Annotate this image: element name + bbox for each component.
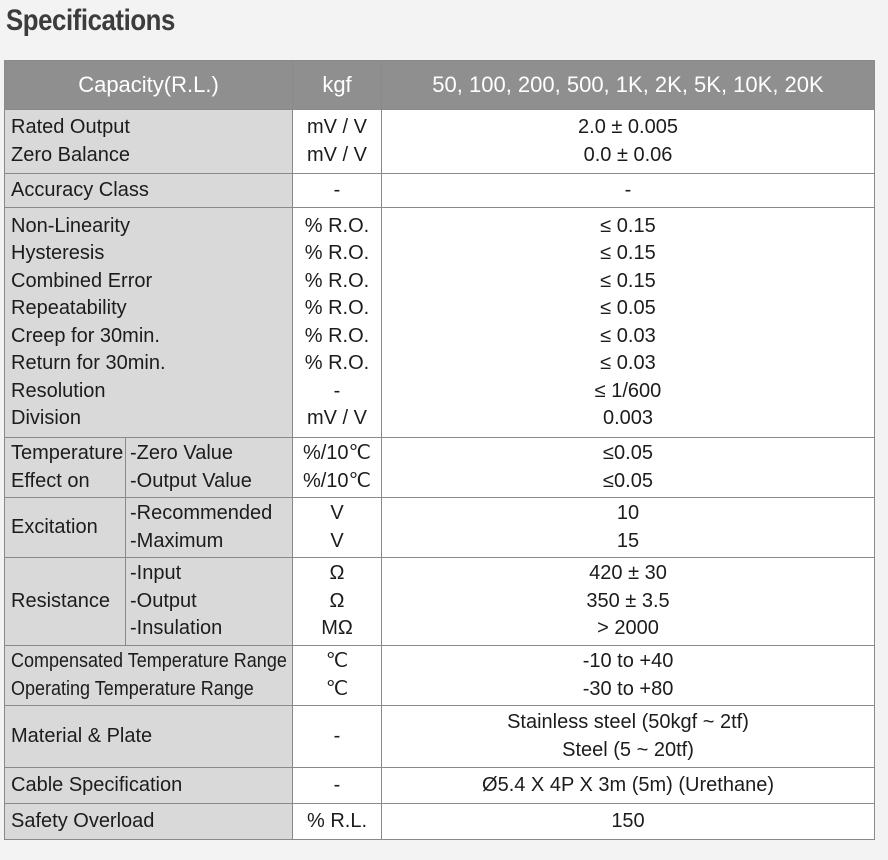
value-insulation: > 2000 [597,617,659,640]
unit-combined-error: % R.O. [304,269,370,292]
resistance-subs [126,558,293,646]
value-hysteresis: ≤ 0.15 [600,242,656,264]
label-cable: Cable Specification [5,768,293,804]
value-rated-output: 2.0 ± 0.005 [578,116,678,138]
unit-repeatability: % R.O. [304,297,370,319]
label-material: Material & Plate [5,706,293,768]
linearity-values [382,208,875,438]
unit-rated-output: mV / V [306,116,367,138]
label-combined-error: Combined Error [11,269,153,292]
temperature-values [382,438,875,498]
unit-output: Ω [329,589,345,612]
unit-operating-range: ℃ [325,677,349,700]
label-hysteresis: Hysteresis [11,242,105,264]
unit-resolution: - [333,379,341,402]
label-resolution: Resolution [11,379,106,402]
value-combined-error: ≤ 0.15 [600,269,656,292]
linearity-labels [5,208,293,438]
value-material-steel: Steel (5 ~ 20tf) [562,738,694,761]
unit-recommended: V [330,502,344,524]
header-capacity: Capacity(R.L.) [5,61,293,110]
row-temperature-range [5,646,875,706]
row-excitation [5,498,875,558]
value-return: ≤ 0.03 [600,352,656,374]
label-division: Division [11,407,82,429]
value-recommended: 10 [616,502,640,524]
excitation-units [293,498,382,558]
label-resistance: Resistance [5,558,126,646]
unit-zero-balance: mV / V [306,143,367,166]
sub-insulation: -Insulation [130,617,223,640]
row-temperature-effect [5,438,875,498]
unit-output-value: %/10℃ [302,469,372,492]
temp-range-values [382,646,875,706]
row-output [5,110,875,174]
label-zero-balance: Zero Balance [11,143,130,166]
label-effect-on: Effect on [11,469,90,492]
header-row [5,61,875,110]
sub-recommended: -Recommended [130,502,273,524]
value-compensated-range: -10 to +40 [582,650,674,672]
sub-input: -Input [130,562,182,585]
temp-range-labels [5,646,293,706]
label-temperature: Temperature [11,442,124,464]
row-accuracy [5,174,875,208]
sub-zero-value: -Zero Value [130,442,234,464]
label-accuracy-class: Accuracy Class [5,174,293,208]
label-non-linearity: Non-Linearity [11,214,130,237]
value-repeatability: ≤ 0.05 [600,297,656,319]
value-operating-range: -30 to +80 [582,677,674,700]
unit-accuracy-class: - [293,174,382,208]
resistance-units [293,558,382,646]
value-accuracy-class: - [382,174,875,208]
unit-return: % R.O. [304,352,370,374]
material-values [382,706,875,768]
excitation-subs [126,498,293,558]
unit-division: mV / V [306,407,367,429]
temperature-subs [126,438,293,498]
value-creep: ≤ 0.03 [600,324,656,347]
unit-insulation: MΩ [321,617,353,640]
header-unit: kgf [293,61,382,110]
label-rated-output: Rated Output [11,116,130,138]
unit-maximum: V [330,529,344,552]
output-labels [5,110,293,174]
row-material [5,706,875,768]
label-repeatability: Repeatability [11,297,127,319]
value-cable: Ø5.4 X 4P X 3m (5m) (Urethane) [382,768,875,804]
value-overload: 150 [382,804,875,840]
resistance-values [382,558,875,646]
unit-cable: - [293,768,382,804]
row-overload [5,804,875,840]
unit-non-linearity: % R.O. [304,214,370,237]
value-output-value: ≤0.05 [603,469,653,492]
excitation-values [382,498,875,558]
value-zero-balance: 0.0 ± 0.06 [583,143,673,166]
label-overload: Safety Overload [5,804,293,840]
value-non-linearity: ≤ 0.15 [600,214,656,237]
value-division: 0.003 [602,407,654,429]
sub-maximum: -Maximum [130,529,224,552]
specifications-table [4,60,875,840]
value-zero-value: ≤0.05 [603,442,653,464]
sub-output: -Output [130,589,197,612]
unit-hysteresis: % R.O. [304,242,370,264]
value-input: 420 ± 30 [589,562,667,585]
label-operating-range: Operating Temperature Range [11,677,254,700]
label-compensated-range: Compensated Temperature Range [11,650,287,672]
header-capacities: 50, 100, 200, 500, 1K, 2K, 5K, 10K, 20K [382,61,875,110]
output-values [382,110,875,174]
temperature-labels [5,438,126,498]
value-resolution: ≤ 1/600 [594,379,662,402]
unit-material: - [293,706,382,768]
linearity-units [293,208,382,438]
unit-compensated-range: ℃ [325,650,349,672]
page-title: Specifications [6,4,175,37]
value-maximum: 15 [616,529,640,552]
sub-output-value: -Output Value [130,469,252,492]
unit-overload: % R.L. [293,804,382,840]
temp-range-units [293,646,382,706]
unit-zero-value: %/10℃ [302,442,372,464]
value-material-stainless: Stainless steel (50kgf ~ 2tf) [507,711,749,733]
output-units [293,110,382,174]
value-output: 350 ± 3.5 [586,589,670,612]
unit-creep: % R.O. [304,324,370,347]
row-linearity [5,208,875,438]
label-creep: Creep for 30min. [11,324,160,347]
label-return: Return for 30min. [11,352,166,374]
label-excitation: Excitation [5,498,126,558]
temperature-units [293,438,382,498]
unit-input: Ω [329,562,345,585]
row-cable [5,768,875,804]
row-resistance [5,558,875,646]
